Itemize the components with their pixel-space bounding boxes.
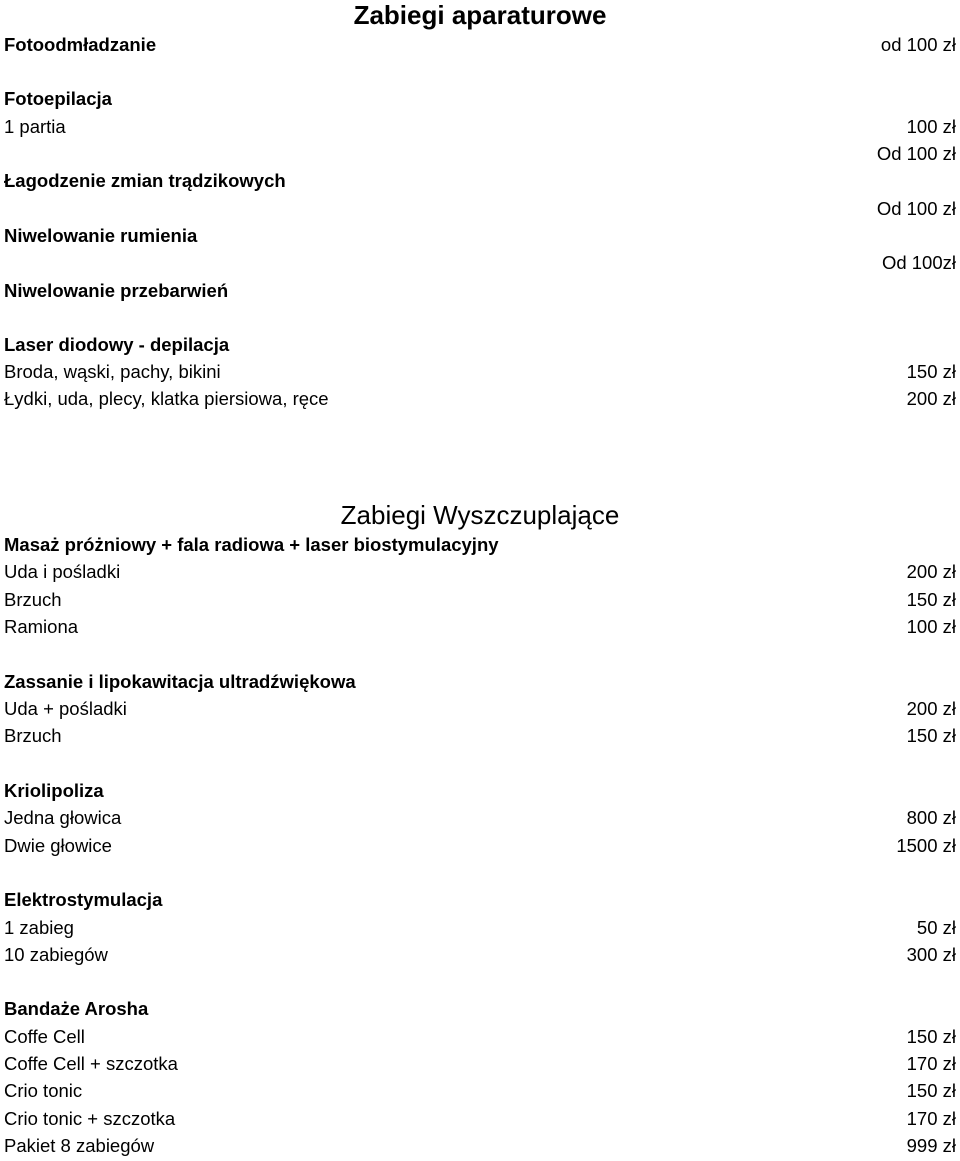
row-price: 150 zł <box>906 725 956 746</box>
group-heading: Elektrostymulacja <box>4 889 163 910</box>
row-price: 150 zł <box>906 1026 956 1047</box>
row-price: 170 zł <box>906 1053 956 1074</box>
row-label: Crio tonic <box>4 1080 83 1101</box>
row-price: 50 zł <box>916 917 956 938</box>
item-sublabel: Broda, wąski, pachy, bikini <box>4 361 221 382</box>
item-price: 200 zł <box>906 388 956 409</box>
row-label: Coffe Cell + szczotka <box>4 1053 178 1074</box>
group-heading: Bandaże Arosha <box>4 998 149 1019</box>
row-label: Brzuch <box>4 589 62 610</box>
item-price: Od 100zł <box>881 252 956 273</box>
item-label: Laser diodowy - depilacja <box>4 334 230 355</box>
row-price: 300 zł <box>906 944 956 965</box>
row-price: 200 zł <box>906 698 956 719</box>
row-label: Brzuch <box>4 725 62 746</box>
row-price: 100 zł <box>906 616 956 637</box>
item-label: Fotoepilacja <box>4 88 112 109</box>
row-label: Coffe Cell <box>4 1026 85 1047</box>
row-label: 10 zabiegów <box>4 944 108 965</box>
item-price: 100 zł <box>906 116 956 137</box>
section2-title: Zabiegi Wyszczuplające <box>340 500 620 530</box>
row-label: Crio tonic + szczotka <box>4 1108 176 1129</box>
row-label: Pakiet 8 zabiegów <box>4 1135 155 1156</box>
item-sublabel: Łydki, uda, plecy, klatka piersiowa, ręce <box>4 388 329 409</box>
row-label: Uda i pośladki <box>4 561 121 582</box>
group-heading: Kriolipoliza <box>4 780 104 801</box>
item-sublabel: 1 partia <box>4 116 66 137</box>
row-price: 1500 zł <box>896 835 956 856</box>
item-price: 150 zł <box>906 361 956 382</box>
group-heading: Masaż próżniowy + fala radiowa + laser biostymulacyjny <box>4 534 499 555</box>
row-price: 150 zł <box>906 589 956 610</box>
row-price: 800 zł <box>906 807 956 828</box>
row-price: 150 zł <box>906 1080 956 1101</box>
row-price: 200 zł <box>906 561 956 582</box>
item-price: Od 100 zł <box>876 143 956 164</box>
row-price: 999 zł <box>906 1135 956 1156</box>
row-price: 170 zł <box>906 1108 956 1129</box>
row-label: Ramiona <box>4 616 79 637</box>
section1-title: Zabiegi aparaturowe <box>353 0 607 30</box>
item-label: Fotoodmładzanie <box>4 34 157 55</box>
row-label: 1 zabieg <box>4 917 74 938</box>
group-heading: Zassanie i lipokawitacja ultradźwiękowa <box>4 671 356 692</box>
row-label: Uda + pośladki <box>4 698 127 719</box>
row-label: Jedna głowica <box>4 807 122 828</box>
item-label: Niwelowanie rumienia <box>4 225 198 246</box>
item-label: Niwelowanie przebarwień <box>4 280 229 301</box>
row-label: Dwie głowice <box>4 835 112 856</box>
item-price: Od 100 zł <box>876 198 956 219</box>
item-price: od 100 zł <box>880 34 956 55</box>
item-label: Łagodzenie zmian trądzikowych <box>4 170 286 191</box>
